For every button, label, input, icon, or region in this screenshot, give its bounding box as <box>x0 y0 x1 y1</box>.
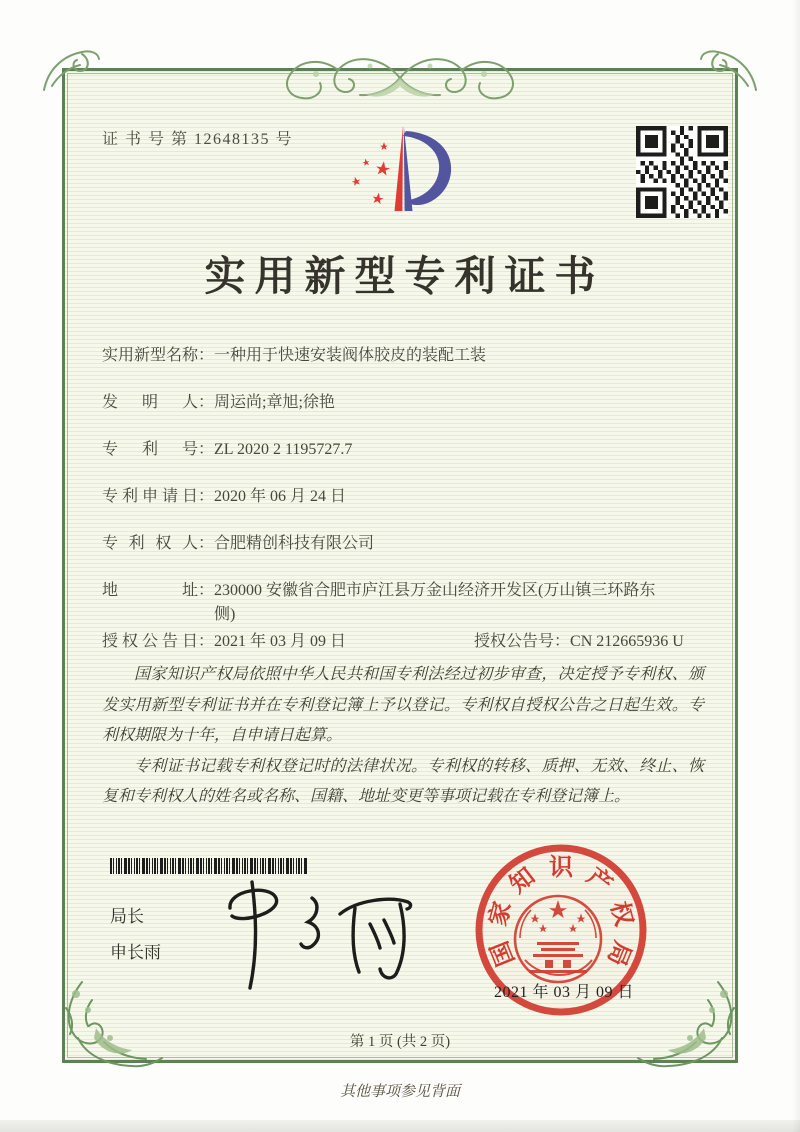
grant-number-value: CN 212665936 U <box>570 633 684 650</box>
field-value: 230000 安徽省合肥市庐江县万金山经济开发区(万山镇三环路东侧) <box>214 582 656 623</box>
border-ornament-top-left <box>38 42 102 94</box>
svg-text:国: 国 <box>486 937 521 970</box>
field-value: 2020 年 06 月 24 日 <box>214 488 347 505</box>
director-title: 局长 <box>110 907 144 926</box>
field-label: 专利号 <box>102 441 198 458</box>
field-colon: ： <box>198 582 215 599</box>
field-row-filing-date <box>102 485 702 509</box>
svg-text:权: 权 <box>605 898 637 929</box>
field-colon: ： <box>198 488 215 505</box>
director-signature <box>212 876 422 994</box>
svg-text:产: 产 <box>581 863 617 899</box>
legal-paragraph-2: 专利证书记载专利权登记时的法律状况。专利权的转移、质押、无效、终止、恢复和专利权人的姓名或名称、国籍、地址变更等事项记载在专利登记簿上。 <box>102 757 704 805</box>
field-label: 发明人 <box>102 394 198 411</box>
director-name: 申长雨 <box>110 943 161 962</box>
field-list <box>102 344 702 650</box>
field-row-patent-number <box>102 438 702 462</box>
paper-edge-shadow <box>0 1120 800 1132</box>
border-ornament-bottom-left <box>52 980 164 1072</box>
field-colon: ： <box>554 633 571 650</box>
qr-code <box>636 126 728 218</box>
field-label: 专利权人 <box>102 535 198 552</box>
grant-number-label: 授权公告号 <box>474 633 555 650</box>
field-colon: ： <box>198 441 215 458</box>
field-row-name <box>102 344 702 368</box>
grant-row <box>102 630 722 654</box>
legal-text <box>102 660 704 813</box>
field-label: 专利申请日 <box>102 488 198 505</box>
paper-edge-shadow <box>792 0 800 1132</box>
seal-date: 2021 年 03 月 09 日 <box>493 984 634 1001</box>
border-ornament-top-right <box>698 42 762 94</box>
grant-date-pair <box>102 633 346 650</box>
field-value: ZL 2020 2 1195727.7 <box>214 441 353 458</box>
certificate-title: 实用新型专利证书 <box>204 253 605 299</box>
field-colon: ： <box>198 633 215 650</box>
director-block <box>110 906 161 978</box>
field-value: 周运尚;章旭;徐艳 <box>214 394 335 411</box>
certificate-number: 证 书 号 第 12648135 号 <box>102 131 294 148</box>
field-value: 一种用于快速安装阀体胶皮的装配工装 <box>214 347 487 364</box>
cnipa-logo-icon <box>333 110 473 232</box>
svg-text:知: 知 <box>505 863 541 899</box>
grant-number-pair <box>474 630 684 654</box>
svg-text:局: 局 <box>601 937 636 970</box>
field-colon: ： <box>198 347 215 364</box>
legal-paragraph-1: 国家知识产权局依照中华人民共和国专利法经过初步审查，决定授予专利权、颁发实用新型专利证书并在专利登记簿上予以登记。专利权自授权公告之日起生效。专利权期限为十年，自申请日起算。 <box>102 666 704 744</box>
grant-date-value: 2021 年 03 月 09 日 <box>214 633 347 650</box>
grant-date-label: 授权公告日 <box>102 633 198 650</box>
field-row-inventors <box>102 391 702 415</box>
svg-text:识: 识 <box>549 855 573 881</box>
border-ornament-bottom-right <box>636 980 748 1072</box>
field-value: 合肥精创科技有限公司 <box>214 535 375 552</box>
field-colon: ： <box>198 535 215 552</box>
page-number: 第 1 页 (共 2 页) <box>349 1034 451 1050</box>
field-label: 实用新型名称 <box>102 347 199 364</box>
back-side-note: 其他事项参见背面 <box>339 1084 460 1100</box>
field-row-patentee <box>102 532 702 556</box>
barcode <box>110 858 310 874</box>
border-ornament-top-center <box>270 42 530 106</box>
field-row-address <box>102 579 702 627</box>
field-label: 地址 <box>102 582 198 599</box>
svg-text:家: 家 <box>485 898 517 929</box>
field-colon: ： <box>198 394 215 411</box>
